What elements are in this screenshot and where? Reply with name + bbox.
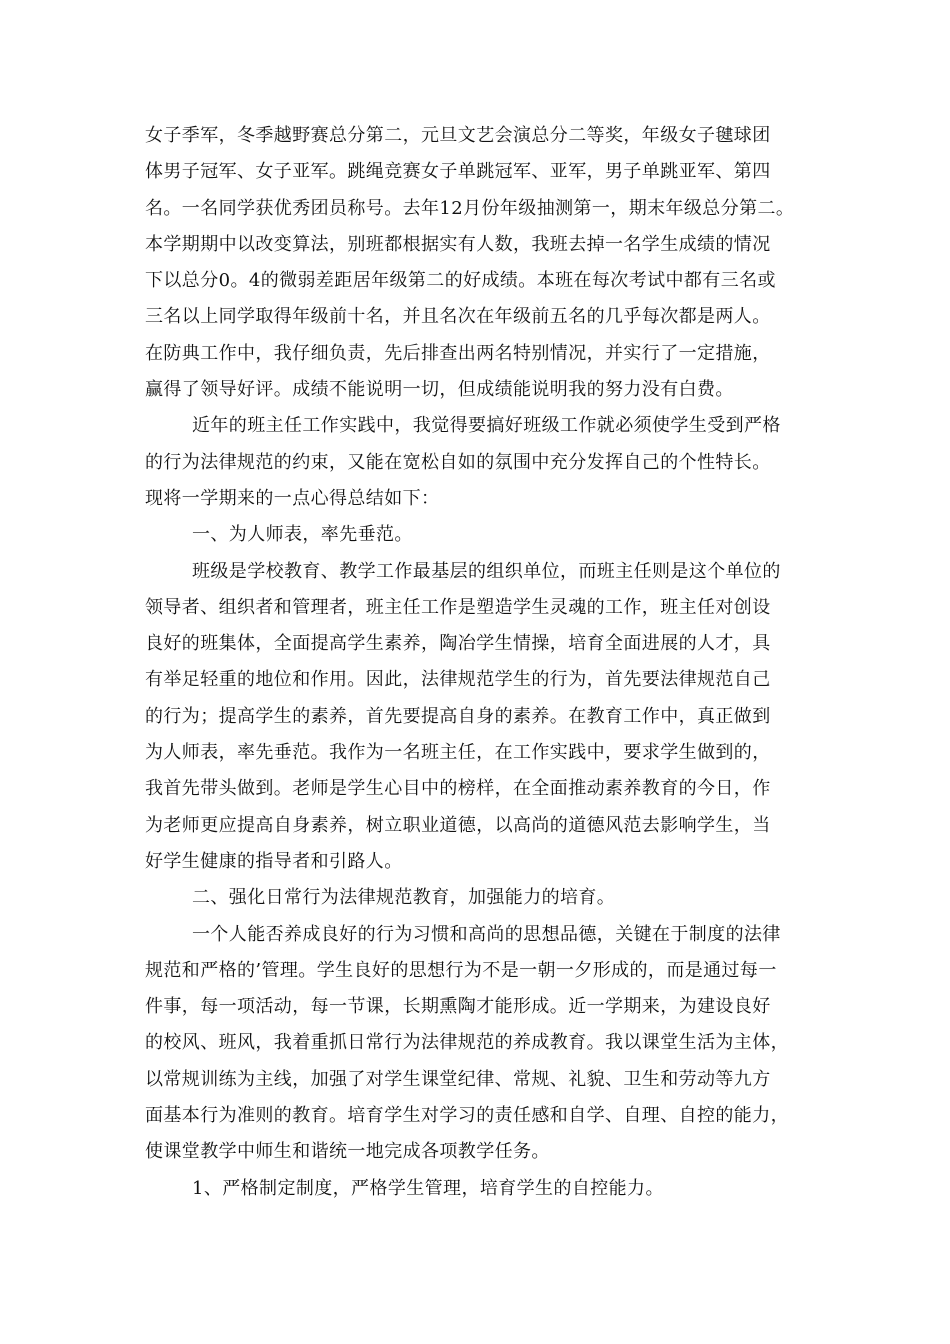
text-line: 赢得了领导好评。成绩不能说明一切，但成绩能说明我的努力没有白费。	[145, 379, 734, 401]
text-line: 领导者、组织者和管理者，班主任工作是塑造学生灵魂的工作，班主任对创设	[145, 596, 771, 618]
text-line: 为老师更应提高自身素养，树立职业道德，以高尚的道德风范去影响学生，当	[145, 814, 771, 836]
text-line: 班级是学校教育、教学工作最基层的组织单位，而班主任则是这个单位的	[192, 560, 781, 582]
text-line: 件事，每一项活动，每一节课，长期熏陶才能形成。近一学期来，为建设良好	[145, 996, 771, 1018]
text-line: 下以总分0。4的微弱差距居年级第二的好成绩。本班在每次考试中都有三名或	[145, 270, 776, 292]
text-line: 近年的班主任工作实践中，我觉得要搞好班级工作就必须使学生受到严格	[192, 415, 781, 437]
text-line: 良好的班集体，全面提高学生素养，陶冶学生情操，培育全面进展的人才，具	[145, 633, 771, 655]
text-line: 好学生健康的指导者和引路人。	[145, 850, 403, 872]
text-line: 在防典工作中，我仔细负责，先后排查出两名特别情况，并实行了一定措施，	[145, 342, 771, 364]
text-line: 二、强化日常行为法律规范教育，加强能力的培育。	[192, 887, 616, 909]
text-line: 的校风、班风，我着重抓日常行为法律规范的养成教育。我以课堂生活为主体，	[145, 1032, 789, 1054]
text-line: 三名以上同学取得年级前十名，并且名次在年级前五名的几乎每次都是两人。	[145, 306, 771, 328]
text-line: 现将一学期来的一点心得总结如下：	[145, 487, 440, 509]
document-body	[145, 118, 825, 1207]
text-line: 我首先带头做到。老师是学生心目中的榜样，在全面推动素养教育的今日，作	[145, 778, 771, 800]
text-line: 一、为人师表，率先垂范。	[192, 524, 413, 546]
text-line: 的行为；提高学生的素养，首先要提高自身的素养。在教育工作中，真正做到	[145, 705, 771, 727]
text-line: 一个人能否养成良好的行为习惯和高尚的思想品德，关键在于制度的法律	[192, 923, 781, 945]
text-line: 的行为法律规范的约束，又能在宽松自如的氛围中充分发挥自己的个性特长。	[145, 451, 771, 473]
text-line: 名。一名同学获优秀团员称号。去年12月份年级抽测第一，期末年级总分第二。	[145, 197, 795, 219]
text-line: 有举足轻重的地位和作用。因此，法律规范学生的行为，首先要法律规范自己	[145, 669, 771, 691]
text-line: 本学期期中以改变算法，别班都根据实有人数，我班去掉一名学生成绩的情况	[145, 233, 771, 255]
text-line: 以常规训练为主线，加强了对学生课堂纪律、常规、礼貌、卫生和劳动等九方	[145, 1068, 771, 1090]
text-line: 面基本行为准则的教育。培育学生对学习的责任感和自学、自理、自控的能力，	[145, 1105, 789, 1127]
text-line: 为人师表，率先垂范。我作为一名班主任，在工作实践中，要求学生做到的，	[145, 742, 771, 764]
text-line: 体男子冠军、女子亚军。跳绳竞赛女子单跳冠军、亚军，男子单跳亚军、第四	[145, 161, 771, 183]
text-line: 规范和严格的’管理。学生良好的思想行为不是一朝一夕形成的，而是通过每一	[145, 959, 777, 981]
text-line: 使课堂教学中师生和谐统一地完成各项教学任务。	[145, 1141, 550, 1163]
text-line: 女子季军，冬季越野赛总分第二，元旦文艺会演总分二等奖，年级女子毽球团	[145, 125, 771, 146]
text-line: 1、严格制定制度，严格学生管理，培育学生的自控能力。	[192, 1177, 664, 1199]
